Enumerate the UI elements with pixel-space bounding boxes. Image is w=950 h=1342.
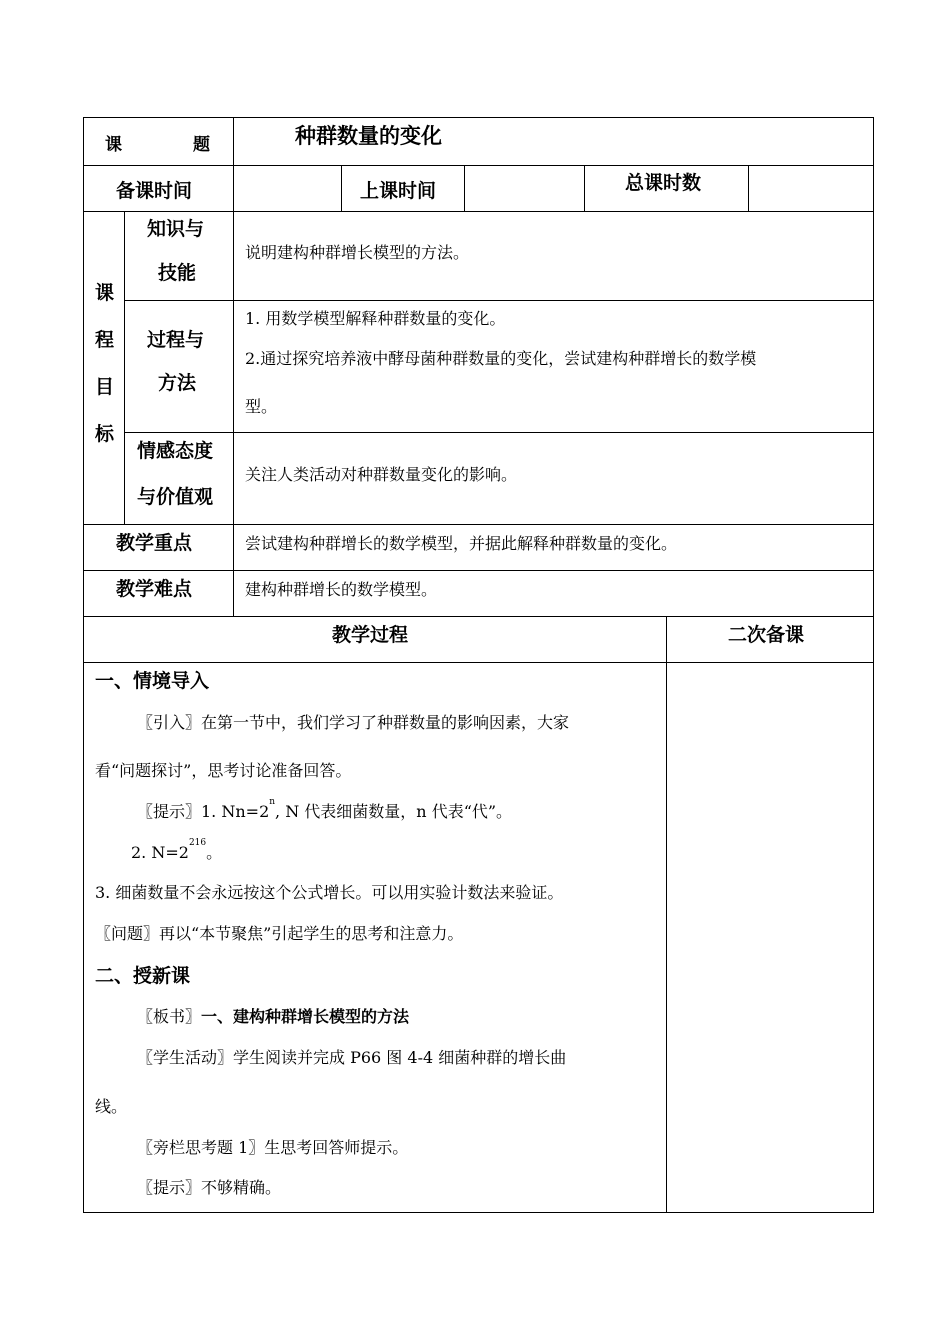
objectives-side-label-2: 程 — [95, 329, 115, 351]
topic-value: 种群数量的变化 — [295, 124, 442, 148]
intro-line-2: 看“问题探讨”，思考讨论准备回答。 — [95, 761, 352, 780]
objectives-side-label-4: 标 — [95, 423, 115, 445]
table-border-right — [873, 117, 874, 1213]
difficulty-text: 建构种群增长的数学模型。 — [245, 580, 438, 599]
topic-label-1: 课 — [105, 135, 122, 155]
col-divider — [666, 616, 667, 1213]
process-item-2: 2.通过探究培养液中酵母菌种群数量的变化，尝试建构种群增长的数学模 — [245, 349, 757, 368]
hint-2-superscript: 216 — [188, 838, 207, 848]
knowledge-label-1: 知识与 — [147, 218, 205, 240]
class-time-label: 上课时间 — [360, 180, 437, 202]
hint-3: 3. 细菌数量不会永远按这个公式增长。可以用实验计数法来验证。 — [95, 883, 564, 902]
knowledge-label-2: 技能 — [158, 262, 197, 284]
hint-1-rest: , N 代表细菌数量，n 代表“代”。 — [275, 802, 513, 821]
total-hours-label: 总课时数 — [625, 172, 702, 194]
board-label: 〖板书〗 — [137, 1007, 202, 1026]
objectives-side-label-1: 课 — [95, 282, 115, 304]
secondary-prep-header: 二次备课 — [728, 624, 805, 646]
key-point-text: 尝试建构种群增长的数学模型，并据此解释种群数量的变化。 — [245, 534, 678, 553]
section-1-title: 一、情境导入 — [95, 670, 210, 692]
col-divider — [124, 211, 125, 525]
knowledge-text: 说明建构种群增长模型的方法。 — [245, 243, 470, 262]
process-header: 教学过程 — [332, 624, 409, 646]
row-divider — [124, 300, 874, 301]
hint-1 — [137, 799, 512, 822]
col-divider — [748, 165, 749, 212]
emotion-text: 关注人类活动对种群数量变化的影响。 — [245, 465, 518, 484]
objectives-side-label-3: 目 — [95, 376, 115, 398]
hint-1-text: 〖提示〗1. Nn=2 — [137, 802, 270, 821]
emotion-label-1: 情感态度 — [137, 440, 214, 462]
board-writing — [137, 1004, 409, 1027]
hint-last: 〖提示〗不够精确。 — [137, 1178, 282, 1197]
process-label-2: 方法 — [158, 372, 197, 394]
prep-time-label: 备课时间 — [116, 180, 193, 202]
process-item-1: 1. 用数学模型解释种群数量的变化。 — [245, 309, 506, 328]
row-divider — [83, 211, 874, 212]
row-divider — [83, 570, 874, 571]
col-divider — [341, 165, 342, 212]
question-text: 〖问题〗再以“本节聚焦”引起学生的思考和注意力。 — [95, 924, 464, 943]
col-divider — [464, 165, 465, 212]
emotion-label-2: 与价值观 — [137, 486, 214, 508]
board-heading: 一、建构种群增长模型的方法 — [201, 1007, 410, 1026]
table-border-bottom — [83, 1212, 874, 1213]
section-2-title: 二、授新课 — [95, 965, 191, 987]
hint-1-superscript: n — [269, 797, 276, 807]
activity-line-1: 〖学生活动〗学生阅读并完成 P66 图 4-4 细菌种群的增长曲 — [137, 1048, 567, 1067]
row-divider — [83, 165, 874, 166]
hint-2-rest: 。 — [206, 843, 223, 862]
process-label-1: 过程与 — [147, 329, 205, 351]
row-divider — [124, 432, 874, 433]
difficulty-label: 教学难点 — [116, 578, 193, 600]
row-divider — [83, 616, 874, 617]
table-border-left — [83, 117, 84, 1213]
process-item-3: 型。 — [245, 397, 278, 416]
hint-2 — [131, 840, 222, 863]
intro-line-1: 〖引入〗在第一节中，我们学习了种群数量的影响因素，大家 — [137, 713, 570, 732]
topic-label-2: 题 — [193, 135, 210, 155]
activity-line-2: 线。 — [95, 1097, 128, 1116]
col-divider — [584, 165, 585, 212]
table-border-top — [83, 117, 874, 118]
row-divider — [83, 524, 874, 525]
key-point-label: 教学重点 — [116, 532, 193, 554]
sidebar-question: 〖旁栏思考题 1〗生思考回答师提示。 — [137, 1138, 409, 1157]
hint-2-text: 2. N=2 — [131, 843, 189, 862]
row-divider — [83, 662, 874, 663]
col-divider — [233, 117, 234, 617]
